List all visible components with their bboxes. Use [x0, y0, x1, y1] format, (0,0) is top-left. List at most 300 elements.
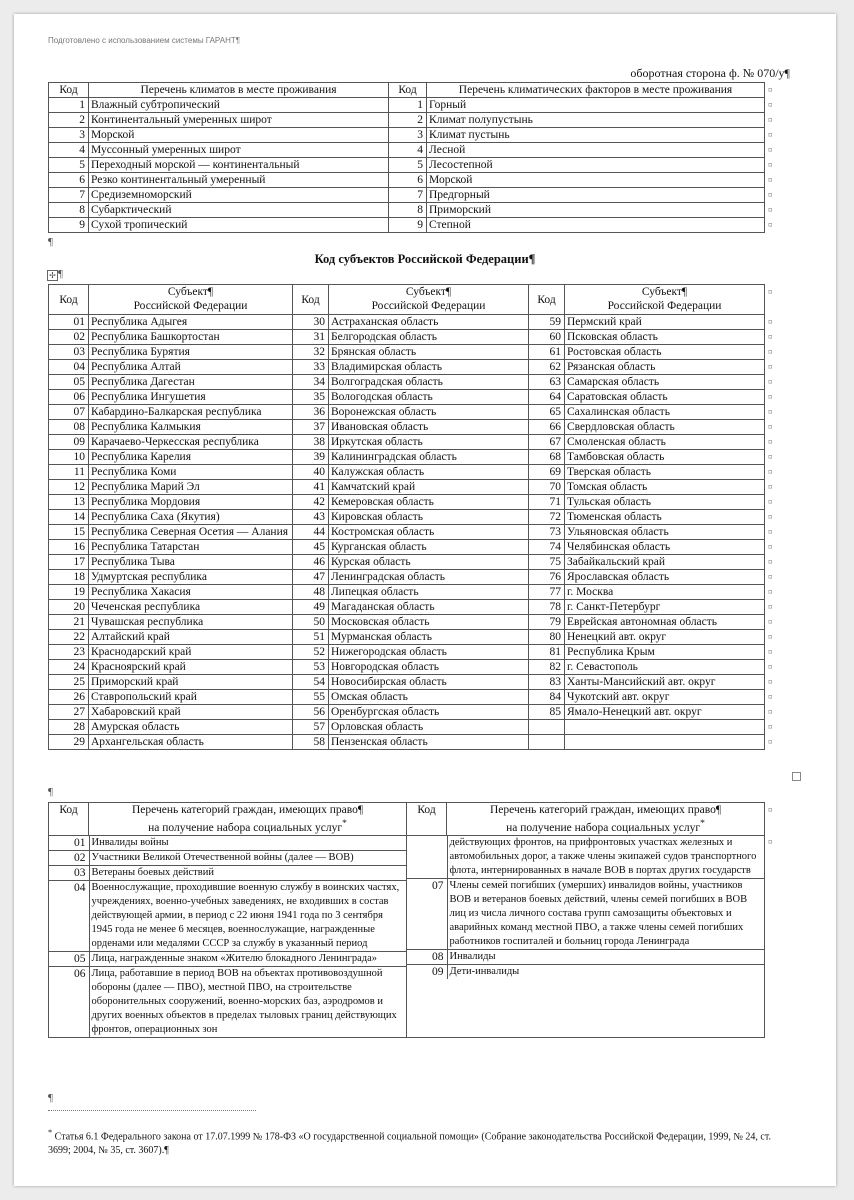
- category-text: действующих фронтов, на прифронтовых участках железных и автомобильных дорог, а также члены экипажей судов транспортного флота, интернированных в начале ВОВ в портах других государств: [447, 836, 764, 879]
- subject-code: 46: [293, 555, 329, 570]
- subject-code: 31: [293, 330, 329, 345]
- subject-name: Липецкая область: [329, 585, 529, 600]
- category-row: [49, 865, 406, 880]
- subject-name: Курская область: [329, 555, 529, 570]
- category-code: 04: [49, 880, 89, 951]
- climate-code: 1: [49, 98, 89, 113]
- climate-row: [49, 128, 793, 143]
- climate-code: 7: [49, 188, 89, 203]
- subject-name: Иркутская область: [329, 435, 529, 450]
- subject-row: [49, 375, 793, 390]
- categories-right-cell: [407, 835, 765, 1037]
- climate-name: Морской: [89, 128, 389, 143]
- subject-code: 11: [49, 465, 89, 480]
- category-row: [49, 951, 406, 966]
- subject-row: [49, 675, 793, 690]
- factor-name: Степной: [427, 218, 765, 233]
- subject-name: Удмуртская республика: [89, 570, 293, 585]
- subject-code: 15: [49, 525, 89, 540]
- climate-code: 2: [49, 113, 89, 128]
- category-code-header-right: Код: [407, 803, 447, 836]
- climate-name: Влажный субтропический: [89, 98, 389, 113]
- subject-code: 56: [293, 705, 329, 720]
- subject-name: Республика Адыгея: [89, 315, 293, 330]
- factor-code: 8: [389, 203, 427, 218]
- subject-name: Чувашская республика: [89, 615, 293, 630]
- subject-code: 43: [293, 510, 329, 525]
- header-line: на получение набора социальных услуг: [506, 821, 701, 834]
- factor-code: 9: [389, 218, 427, 233]
- cell-end-mark: ¤: [768, 676, 773, 687]
- cell-end-mark: ¤: [768, 736, 773, 747]
- footnote-separator: [48, 1110, 256, 1111]
- subject-code: 52: [293, 645, 329, 660]
- subject-name: Курганская область: [329, 540, 529, 555]
- subject-code: 57: [293, 720, 329, 735]
- cell-end-mark: ¤: [768, 219, 773, 230]
- header-line: на получение набора социальных услуг: [148, 821, 343, 834]
- header-line: Субъект¶: [167, 286, 214, 298]
- subject-code: 73: [529, 525, 565, 540]
- factor-name: Морской: [427, 173, 765, 188]
- subject-code: 82: [529, 660, 565, 675]
- cell-end-mark: ¤: [768, 586, 773, 597]
- cell-end-mark: ¤: [768, 144, 773, 155]
- document-page: [14, 14, 836, 1186]
- climate-name: Муссонный умеренных широт: [89, 143, 389, 158]
- cell-end-mark: ¤: [768, 331, 773, 342]
- subject-name: Московская область: [329, 615, 529, 630]
- category-text: Дети-инвалиды: [447, 964, 764, 979]
- factor-code: 1: [389, 98, 427, 113]
- subject-name: Смоленская область: [565, 435, 765, 450]
- subject-row: [49, 660, 793, 675]
- subject-code: 18: [49, 570, 89, 585]
- climate-name: Резко континентальный умеренный: [89, 173, 389, 188]
- cell-end-mark: ¤: [768, 129, 773, 140]
- factor-name: Предгорный: [427, 188, 765, 203]
- subject-code: 49: [293, 600, 329, 615]
- subject-code: 61: [529, 345, 565, 360]
- subject-code: 08: [49, 420, 89, 435]
- footnote-text: Статья 6.1 Федерального закона от 17.07.1999 № 178-ФЗ «О государственной социальной помощи» (Собрание законодательства Российской Федерации, 1999, № 24, ст. 3699; 2004, № 35, ст. 3607).¶: [48, 1131, 771, 1157]
- climate-row: [49, 173, 793, 188]
- subject-name: Оренбургская область: [329, 705, 529, 720]
- subject-code: 81: [529, 645, 565, 660]
- climate-table-body: [49, 83, 793, 233]
- factor-list-header: Перечень климатических факторов в месте проживания: [427, 83, 765, 98]
- subject-name: Республика Коми: [89, 465, 293, 480]
- cell-end-mark: ¤: [768, 804, 773, 815]
- subject-row: [49, 465, 793, 480]
- subject-name: Республика Крым: [565, 645, 765, 660]
- climate-row: [49, 158, 793, 173]
- subject-code: 35: [293, 390, 329, 405]
- subject-row: [49, 615, 793, 630]
- cell-end-mark: ¤: [768, 526, 773, 537]
- cell-end-mark: ¤: [768, 481, 773, 492]
- subject-row: [49, 510, 793, 525]
- header-line: Российской Федерации: [607, 300, 722, 312]
- subject-code: 14: [49, 510, 89, 525]
- climate-code-header: Код: [49, 83, 89, 98]
- subject-row: [49, 705, 793, 720]
- table-move-handle[interactable]: ✢: [47, 270, 58, 281]
- paragraph-mark: ¶: [48, 1092, 53, 1104]
- cell-end-mark: ¤: [768, 541, 773, 552]
- factor-name: Климат полупустынь: [427, 113, 765, 128]
- subject-name: Алтайский край: [89, 630, 293, 645]
- subject-row: [49, 630, 793, 645]
- subject-code: 44: [293, 525, 329, 540]
- category-code-header-left: Код: [49, 803, 89, 836]
- subject-code: 45: [293, 540, 329, 555]
- subject-code: 17: [49, 555, 89, 570]
- subject-code: 05: [49, 375, 89, 390]
- subject-name: Нижегородская область: [329, 645, 529, 660]
- climate-row: [49, 113, 793, 128]
- subject-name: Кировская область: [329, 510, 529, 525]
- climate-code: 5: [49, 158, 89, 173]
- category-row: [407, 964, 764, 979]
- category-text: Ветераны боевых действий: [89, 865, 406, 880]
- subject-name: Мурманская область: [329, 630, 529, 645]
- subject-name: Ивановская область: [329, 420, 529, 435]
- subject-name: Астраханская область: [329, 315, 529, 330]
- subject-name: Томская область: [565, 480, 765, 495]
- category-row: [49, 850, 406, 865]
- subject-name: Республика Северная Осетия — Алания: [89, 525, 293, 540]
- subject-code: 10: [49, 450, 89, 465]
- category-code: 06: [49, 966, 89, 1037]
- paragraph-mark: ¶: [48, 236, 53, 248]
- subject-name: Псковская область: [565, 330, 765, 345]
- subject-code: 26: [49, 690, 89, 705]
- cell-end-mark: ¤: [768, 556, 773, 567]
- subject-row: [49, 540, 793, 555]
- subject-code: 60: [529, 330, 565, 345]
- climate-table: [48, 82, 793, 233]
- subject-name: Республика Дагестан: [89, 375, 293, 390]
- subject-row: [49, 645, 793, 660]
- cell-end-mark: ¤: [768, 361, 773, 372]
- cell-end-mark: ¤: [768, 571, 773, 582]
- factor-code: 2: [389, 113, 427, 128]
- climate-name: Субарктический: [89, 203, 389, 218]
- subject-name: Тамбовская область: [565, 450, 765, 465]
- subject-name: Ненецкий авт. округ: [565, 630, 765, 645]
- subjects-table: [48, 284, 793, 750]
- subject-name: Республика Калмыкия: [89, 420, 293, 435]
- subject-code: 16: [49, 540, 89, 555]
- cell-end-mark: ¤: [768, 646, 773, 657]
- subject-row: [49, 435, 793, 450]
- subject-code: 66: [529, 420, 565, 435]
- subject-name: Тульская область: [565, 495, 765, 510]
- subject-code: 72: [529, 510, 565, 525]
- subject-name: г. Санкт-Петербург: [565, 600, 765, 615]
- climate-code: 6: [49, 173, 89, 188]
- subject-code-header-3: Код: [529, 285, 565, 315]
- subject-name: Костромская область: [329, 525, 529, 540]
- form-reverse-side-label: оборотная сторона ф. № 070/у¶: [630, 66, 790, 80]
- cell-end-mark: ¤: [768, 204, 773, 215]
- subject-name: Республика Мордовия: [89, 495, 293, 510]
- subject-name: Пермский край: [565, 315, 765, 330]
- subject-code: 79: [529, 615, 565, 630]
- subject-code: 25: [49, 675, 89, 690]
- cell-end-mark: ¤: [768, 706, 773, 717]
- subject-name: Республика Саха (Якутия): [89, 510, 293, 525]
- subject-code: 33: [293, 360, 329, 375]
- subject-code: 28: [49, 720, 89, 735]
- subject-code: 07: [49, 405, 89, 420]
- subject-row: [49, 345, 793, 360]
- subject-code: 62: [529, 360, 565, 375]
- subject-code: 41: [293, 480, 329, 495]
- category-row: [407, 836, 764, 879]
- categories-left-cell: [49, 835, 407, 1037]
- subject-code: 02: [49, 330, 89, 345]
- subject-row: [49, 720, 793, 735]
- subject-name: Новгородская область: [329, 660, 529, 675]
- cell-end-mark: ¤: [768, 316, 773, 327]
- subjects-header-row: [49, 285, 793, 315]
- climate-row: [49, 203, 793, 218]
- subject-code: 20: [49, 600, 89, 615]
- subject-code: 80: [529, 630, 565, 645]
- category-list-header-right: Перечень категорий граждан, имеющих право¶ на получение набора социальных услуг*: [447, 803, 765, 836]
- subject-name: Чеченская республика: [89, 600, 293, 615]
- factor-code: 5: [389, 158, 427, 173]
- subject-name: Красноярский край: [89, 660, 293, 675]
- subject-name: Кемеровская область: [329, 495, 529, 510]
- subject-name: Владимирская область: [329, 360, 529, 375]
- subject-code: 01: [49, 315, 89, 330]
- subject-row: [49, 330, 793, 345]
- header-line: Субъект¶: [405, 286, 452, 298]
- subject-name: Омская область: [329, 690, 529, 705]
- cell-end-mark: ¤: [768, 376, 773, 387]
- subject-row: [49, 525, 793, 540]
- cell-end-mark: ¤: [768, 496, 773, 507]
- subject-name: Саратовская область: [565, 390, 765, 405]
- cell-end-mark: ¤: [768, 837, 773, 848]
- subject-row: [49, 420, 793, 435]
- subject-name: Тюменская область: [565, 510, 765, 525]
- subject-name: Камчатский край: [329, 480, 529, 495]
- category-text: Лица, работавшие в период ВОВ на объектах противовоздушной обороны (далее — ПВО), местной ПВО, на строительстве оборонительных сооружений, военно-морских баз, аэродромов и других военных объектов в пределах тыловых границ действующих фронтов, операционных зон: [89, 966, 406, 1037]
- subject-name: Еврейская автономная область: [565, 615, 765, 630]
- subject-code: 12: [49, 480, 89, 495]
- subject-name: Магаданская область: [329, 600, 529, 615]
- climate-row: [49, 98, 793, 113]
- subject-name: Калининградская область: [329, 450, 529, 465]
- factor-name: Климат пустынь: [427, 128, 765, 143]
- factor-name: Лесостепной: [427, 158, 765, 173]
- subject-name: Ленинградская область: [329, 570, 529, 585]
- climate-name: Континентальный умеренных широт: [89, 113, 389, 128]
- subject-name: Чукотский авт. округ: [565, 690, 765, 705]
- subject-code: 83: [529, 675, 565, 690]
- subject-code: 30: [293, 315, 329, 330]
- subject-row: [49, 690, 793, 705]
- subject-code: 63: [529, 375, 565, 390]
- subject-code: [529, 720, 565, 735]
- subject-code: 27: [49, 705, 89, 720]
- subject-code: 85: [529, 705, 565, 720]
- cell-end-mark: ¤: [768, 421, 773, 432]
- subject-code: 50: [293, 615, 329, 630]
- cell-end-mark: ¤: [768, 436, 773, 447]
- subject-code: 64: [529, 390, 565, 405]
- subject-code: 22: [49, 630, 89, 645]
- subject-name-header-1: [89, 285, 293, 315]
- subject-name: Вологодская область: [329, 390, 529, 405]
- subject-row: [49, 495, 793, 510]
- subject-code: 53: [293, 660, 329, 675]
- climate-name: Переходный морской — континентальный: [89, 158, 389, 173]
- subject-code: 70: [529, 480, 565, 495]
- subject-code: 29: [49, 735, 89, 750]
- subject-name: Карачаево-Черкесская республика: [89, 435, 293, 450]
- header-line: Перечень категорий граждан, имеющих право¶: [489, 804, 722, 816]
- cell-end-mark: ¤: [768, 466, 773, 477]
- subject-name: Орловская область: [329, 720, 529, 735]
- cell-end-mark: ¤: [768, 99, 773, 110]
- subject-code: 47: [293, 570, 329, 585]
- subject-code: 65: [529, 405, 565, 420]
- subject-name: Республика Тыва: [89, 555, 293, 570]
- factor-code: 6: [389, 173, 427, 188]
- category-text: Участники Великой Отечественной войны (далее — ВОВ): [89, 850, 406, 865]
- subject-name: Челябинская область: [565, 540, 765, 555]
- header-line: Субъект¶: [641, 286, 688, 298]
- subject-code: 32: [293, 345, 329, 360]
- header-line: Перечень категорий граждан, имеющих право¶: [131, 804, 364, 816]
- cell-end-mark: ¤: [768, 286, 773, 297]
- subject-name: Забайкальский край: [565, 555, 765, 570]
- subject-name: [565, 720, 765, 735]
- cell-end-mark: ¤: [768, 174, 773, 185]
- subject-name: Белгородская область: [329, 330, 529, 345]
- subject-name: г. Москва: [565, 585, 765, 600]
- category-text: Инвалиды: [447, 949, 764, 964]
- subject-row: [49, 585, 793, 600]
- category-code: 07: [407, 878, 447, 949]
- subjects-table-body: [49, 285, 793, 750]
- cell-end-mark: ¤: [768, 84, 773, 95]
- climate-name: Сухой тропический: [89, 218, 389, 233]
- category-text: Инвалиды войны: [89, 836, 406, 851]
- paragraph-mark: ¶: [48, 786, 53, 798]
- subject-name: Брянская область: [329, 345, 529, 360]
- subject-name: Сахалинская область: [565, 405, 765, 420]
- subject-code: 75: [529, 555, 565, 570]
- subject-code-header-2: Код: [293, 285, 329, 315]
- cell-end-mark: ¤: [768, 346, 773, 357]
- subject-code: 24: [49, 660, 89, 675]
- subject-name: Ямало-Ненецкий авт. округ: [565, 705, 765, 720]
- subject-name: Ростовская область: [565, 345, 765, 360]
- subject-row: [49, 390, 793, 405]
- subject-code: 67: [529, 435, 565, 450]
- subject-code-header-1: Код: [49, 285, 89, 315]
- subject-name: Ульяновская область: [565, 525, 765, 540]
- subject-row: [49, 480, 793, 495]
- category-text: Члены семей погибших (умерших) инвалидов войны, участников ВОВ и ветеранов боевых действий, члены семей погибших в ВОВ лиц из числа личного состава групп самозащиты объектовых и аварийных команд местной ПВО, а также члены семей погибших работников госпиталей и больниц города Ленинграда: [447, 878, 764, 949]
- category-code: 08: [407, 949, 447, 964]
- subject-name: Новосибирская область: [329, 675, 529, 690]
- subject-code: 77: [529, 585, 565, 600]
- climate-row: [49, 143, 793, 158]
- category-row: [49, 836, 406, 851]
- subject-row: [49, 735, 793, 750]
- factor-code: 7: [389, 188, 427, 203]
- subject-row: [49, 555, 793, 570]
- category-row: [407, 949, 764, 964]
- table-resize-handle[interactable]: [792, 772, 801, 781]
- subject-row: [49, 315, 793, 330]
- footnote: [48, 1126, 778, 1158]
- subject-row: [49, 450, 793, 465]
- climate-code: 3: [49, 128, 89, 143]
- header-line: Российской Федерации: [133, 300, 248, 312]
- subject-row: [49, 570, 793, 585]
- factor-name: Лесной: [427, 143, 765, 158]
- factor-code: 4: [389, 143, 427, 158]
- categories-body-row: [49, 835, 793, 1037]
- category-text: Военнослужащие, проходившие военную службу в воинских частях, учреждениях, военно-учебных заведениях, не входивших в состав действующей армии, в период с 22 июня 1941 года по 3 сентября 1945 года не менее 6 месяцев, военнослужащие, награжденные орденами или медалями СССР за службу в указанный период: [89, 880, 406, 951]
- category-row: [407, 878, 764, 949]
- subject-name: Архангельская область: [89, 735, 293, 750]
- subject-name-header-3: [565, 285, 765, 315]
- climate-row: [49, 218, 793, 233]
- climate-code: 8: [49, 203, 89, 218]
- subject-name: Краснодарский край: [89, 645, 293, 660]
- subject-row: [49, 405, 793, 420]
- climate-header-row: [49, 83, 793, 98]
- cell-end-mark: ¤: [768, 631, 773, 642]
- subject-name: Свердловская область: [565, 420, 765, 435]
- subject-name: Республика Хакасия: [89, 585, 293, 600]
- subject-code: 38: [293, 435, 329, 450]
- subject-code: 42: [293, 495, 329, 510]
- subject-code: 23: [49, 645, 89, 660]
- category-row: [49, 966, 406, 1037]
- category-code: 05: [49, 951, 89, 966]
- cell-end-mark: ¤: [768, 451, 773, 462]
- subject-name: Республика Марий Эл: [89, 480, 293, 495]
- subject-code: 55: [293, 690, 329, 705]
- subject-code: 34: [293, 375, 329, 390]
- subject-name: Республика Алтай: [89, 360, 293, 375]
- subject-code: 58: [293, 735, 329, 750]
- subject-code: 51: [293, 630, 329, 645]
- categories-left-list: [49, 836, 406, 1037]
- subject-code: 37: [293, 420, 329, 435]
- subject-name: Самарская область: [565, 375, 765, 390]
- subject-name: Ханты-Мансийский авт. округ: [565, 675, 765, 690]
- cell-end-mark: ¤: [768, 661, 773, 672]
- subject-code: 04: [49, 360, 89, 375]
- header-line: Российской Федерации: [371, 300, 486, 312]
- subject-code: 68: [529, 450, 565, 465]
- climate-code: 9: [49, 218, 89, 233]
- subjects-title: Код субъектов Российской Федерации¶: [314, 252, 536, 266]
- cell-end-mark: ¤: [768, 189, 773, 200]
- category-row: [49, 880, 406, 951]
